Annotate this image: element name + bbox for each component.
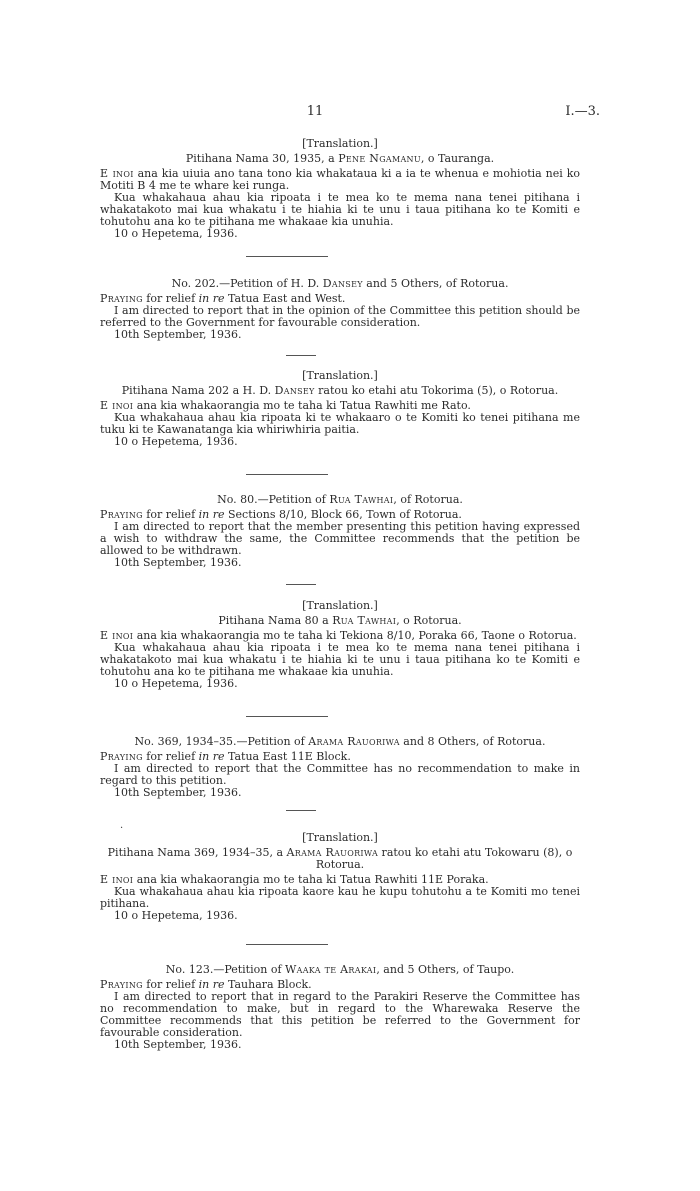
petition-title: Pitihana Nama 80 a Rua Tawhai, o Rotorua.	[218, 614, 462, 627]
section-divider	[246, 474, 328, 475]
section-divider	[286, 810, 316, 811]
translation-marker: [Translation.]	[302, 599, 378, 612]
report-date: 10 o Hepetema, 1936.	[114, 227, 238, 240]
document-reference: I.—3.	[565, 104, 600, 119]
petition-section	[100, 736, 580, 799]
petition-title: Pitihana Nama 30, 1935, a Pene Ngamanu, o Tauranga.	[185, 152, 495, 165]
report-date: 10th September, 1936.	[114, 556, 242, 569]
committee-report: Kua whakahaua ahau kia ripoata i te mea ko te mema nana tenei pitihana i whakatakoto mai kua whakatu i te hiahia ki te unu i taua pitihana ko te Komiti e tohutohu ana ko te pitihana me whakaae kia unuhia.	[100, 641, 580, 678]
translation-section	[100, 370, 580, 448]
report-date: 10th September, 1936.	[114, 786, 242, 799]
translation-section	[100, 600, 580, 690]
translation-marker: [Translation.]	[302, 137, 378, 150]
translation-marker: [Translation.]	[302, 369, 378, 382]
stray-mark: ·	[120, 823, 124, 834]
committee-report: I am directed to report that the Committee has no recommendation to make in regard to this petition.	[100, 762, 580, 787]
section-divider	[286, 584, 316, 585]
section-divider	[246, 716, 328, 717]
petition-prayer: E inoi ana kia whakaorangia mo te taha ki Tatua Rawhiti 11E Poraka.	[100, 873, 489, 886]
report-date: 10 o Hepetema, 1936.	[114, 435, 238, 448]
petition-section	[100, 494, 580, 569]
petition-section	[100, 964, 580, 1051]
petition-title: Pitihana Nama 369, 1934–35, a Arama Rauoriwa ratou ko etahi atu Tokowaru (8), o Rotorua.	[107, 846, 573, 871]
translation-section	[100, 138, 580, 240]
petition-prayer: E inoi ana kia whakaorangia mo te taha ki Tatua Rawhiti me Rato.	[100, 399, 471, 412]
petition-prayer: Praying for relief in re Tatua East 11E Block.	[100, 750, 351, 763]
translation-marker: [Translation.]	[302, 831, 378, 844]
petition-prayer: E inoi ana kia uiuia ano tana tono kia whakataua ki a ia te whenua e mohiotia nei ko Motiti B 4 me te whare kei runga.	[100, 167, 580, 192]
petition-title: Pitihana Nama 202 a H. D. Dansey ratou ko etahi atu Tokorima (5), o Rotorua.	[121, 384, 559, 397]
committee-report: I am directed to report that in regard to the Parakiri Reserve the Committee has no recommendation to make, but in regard to the Wharewaka Reserve the Committee recommends that this petition be referred to the Government for favourable consideration.	[100, 990, 580, 1039]
section-divider	[286, 355, 316, 356]
committee-report: I am directed to report that the member presenting this petition having expressed a wish to withdraw the same, the Committee recommends that the petition be allowed to be withdrawn.	[100, 520, 580, 557]
report-date: 10th September, 1936.	[114, 328, 242, 341]
petition-prayer: Praying for relief in re Sections 8/10, Block 66, Town of Rotorua.	[100, 508, 462, 521]
petition-title: No. 202.—Petition of H. D. Dansey and 5 Others, of Rotorua.	[171, 277, 509, 290]
petition-title: No. 80.—Petition of Rua Tawhai, of Rotorua.	[217, 493, 463, 506]
petition-prayer: Praying for relief in re Tatua East and West.	[100, 292, 346, 305]
committee-report: Kua whakahaua ahau kia ripoata kaore kau he kupu tohutohu a te Komiti mo tenei pitihana.	[100, 885, 580, 910]
petition-title: No. 369, 1934–35.—Petition of Arama Rauoriwa and 8 Others, of Rotorua.	[134, 735, 546, 748]
committee-report: Kua whakahaua ahau kia ripoata ki te whakaaro o te Komiti ko tenei pitihana me tuku ki te Kawanatanga kia whiriwhiria paitia.	[100, 411, 580, 436]
committee-report: I am directed to report that in the opinion of the Committee this petition should be referred to the Government for favourable consideration.	[100, 304, 580, 329]
petition-section	[100, 278, 580, 341]
committee-report: Kua whakahaua ahau kia ripoata i te mea ko te mema nana tenei pitihana i whakatakoto mai kua whakatu i te hiahia ki te unu i taua pitihana ko te Komiti e tohutohu ana ko te pitihana me whakaae kia unuhia.	[100, 191, 580, 228]
translation-section	[100, 832, 580, 922]
petition-prayer: Praying for relief in re Tauhara Block.	[100, 978, 312, 991]
report-date: 10th September, 1936.	[114, 1038, 242, 1051]
petition-prayer: E inoi ana kia whakaorangia mo te taha ki Tekiona 8/10, Poraka 66, Taone o Rotorua.	[100, 629, 577, 642]
page-number: 11	[306, 104, 324, 119]
section-divider	[246, 256, 328, 257]
report-date: 10 o Hepetema, 1936.	[114, 677, 238, 690]
petition-title: No. 123.—Petition of Waaka te Arakai, and 5 Others, of Taupo.	[165, 963, 515, 976]
report-date: 10 o Hepetema, 1936.	[114, 909, 238, 922]
section-divider	[246, 944, 328, 945]
